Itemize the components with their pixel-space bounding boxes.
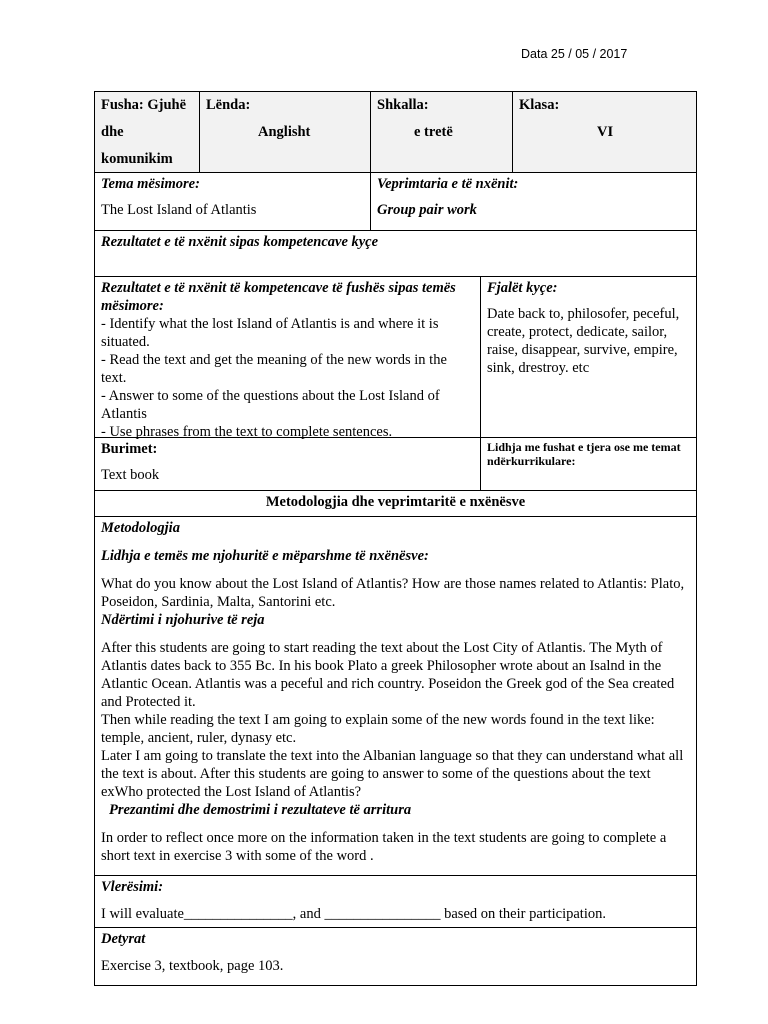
- fjalet-kyce-label: Fjalët kyçe:: [487, 280, 558, 296]
- kompetencat-row: [95, 230, 696, 276]
- rezultatet-item: - Answer to some of the questions about the Lost Island of Atlantis: [101, 388, 440, 422]
- fusha-line2: dhe: [101, 124, 124, 140]
- lenda-cell: [199, 92, 370, 172]
- vleresimi-text: I will evaluate_______________, and ________________ based on their participation.: [101, 906, 606, 922]
- prezantimi-label: Prezantimi dhe demostrimi i rezultateve të arritura: [109, 802, 412, 818]
- burimet-value: Text book: [101, 467, 160, 483]
- tema-cell: [95, 173, 370, 230]
- lidhja-njohurite-text: What do you know about the Lost Island of Atlantis? How are those names related to Atlantis: Plato, Poseidon, Sardinia, Malta, Santorini etc.: [101, 576, 685, 610]
- metodologjia-title-row: [95, 490, 696, 516]
- rezultatet-cell: [95, 277, 480, 440]
- document-date: Data 25 / 05 / 2017: [521, 47, 628, 61]
- rezultatet-item: - Identify what the lost Island of Atlantis is and where it is situated.: [101, 316, 439, 350]
- veprimtaria-value: Group pair work: [377, 202, 477, 218]
- metodologjia-title-cell: [95, 491, 696, 516]
- kompetencat-cell: [95, 231, 696, 276]
- detyrat-row: [95, 927, 696, 985]
- fusha-label: Fusha: Gjuhë: [101, 97, 187, 113]
- burimet-cell: [95, 438, 480, 490]
- fusha-cell: [95, 92, 199, 172]
- lenda-label: Lënda:: [206, 97, 251, 113]
- klasa-cell: [512, 92, 696, 172]
- fjalet-kyce-value: Date back to, philosofer, peceful, create, protect, dedicate, sailor, raise, disappear, survive, empire, sink, drestroy. etc: [487, 306, 680, 376]
- klasa-value: VI: [597, 124, 614, 140]
- rezultatet-row: [95, 276, 696, 440]
- vleresimi-cell: [95, 876, 696, 927]
- detyrat-cell: [95, 928, 696, 985]
- shkalla-value: e tretë: [414, 124, 453, 140]
- klasa-label: Klasa:: [519, 97, 560, 113]
- metodologjia-label: Metodologjia: [101, 520, 180, 536]
- lesson-plan-table: [94, 91, 697, 986]
- lenda-value: Anglisht: [258, 124, 311, 140]
- fusha-line3: komunikim: [101, 151, 173, 167]
- rezultatet-item: - Read the text and get the meaning of the new words in the text.: [101, 352, 447, 386]
- metodologjia-title: Metodologjia dhe veprimtaritë e nxënësve: [265, 494, 526, 510]
- lidhja-njohurite-label: Lidhja e temës me njohuritë e mëparshme të nxënësve:: [101, 548, 429, 564]
- header-row: [95, 92, 696, 172]
- detyrat-label: Detyrat: [101, 931, 146, 947]
- shkalla-label: Shkalla:: [377, 97, 429, 113]
- lidhja-fushat-label: Lidhja me fushat e tjera ose me temat ndërkurrikulare:: [487, 440, 681, 468]
- tema-value: The Lost Island of Atlantis: [101, 202, 257, 218]
- ndertimi-paragraph-3: Later I am going to translate the text into the Albanian language so that they can understand what all the text is about. After this students are going to answer to some of the questions about the text exWho protected the Lost Island of Atlantis?: [101, 748, 684, 800]
- tema-row: [95, 172, 696, 230]
- burimet-row: [95, 437, 696, 490]
- detyrat-text: Exercise 3, textbook, page 103.: [101, 958, 284, 974]
- kompetencat-label: Rezultatet e të nxënit sipas kompetencave kyçe: [101, 234, 379, 250]
- ndertimi-paragraph-2: Then while reading the text I am going to explain some of the new words found in the text like: temple, ancient, ruler, dynasy etc.: [101, 712, 655, 746]
- rezultatet-label: Rezultatet e të nxënit të kompetencave të fushës sipas temës mësimore:: [101, 280, 456, 314]
- metodologjia-row: [95, 516, 696, 875]
- lidhja-fushat-cell: [480, 438, 696, 490]
- ndertimi-paragraph-1: After this students are going to start reading the text about the Lost City of Atlantis. The Myth of Atlantis dates back to 355 Bc. In his book Plato a greek Philosopher wrote about an Isalnd in the Atlantic Ocean. Atlantis was a peceful and rich country. Poseidon the Greek god of the Sea created and Protected it.: [101, 640, 675, 710]
- fjalet-kyce-cell: [480, 277, 696, 437]
- ndertimi-label: Ndërtimi i njohurive të reja: [101, 612, 265, 628]
- tema-label: Tema mësimore:: [101, 176, 200, 192]
- veprimtaria-cell: [370, 173, 696, 230]
- vleresimi-row: [95, 875, 696, 927]
- burimet-label: Burimet:: [101, 441, 158, 457]
- prezantimi-text: In order to reflect once more on the information taken in the text students are going to complete a short text in exercise 3 with some of the word .: [101, 830, 667, 864]
- shkalla-cell: [370, 92, 512, 172]
- veprimtaria-label: Veprimtaria e të nxënit:: [377, 176, 519, 192]
- rezultatet-item: - Use phrases from the text to complete sentences.: [101, 424, 393, 440]
- vleresimi-label: Vlerësimi:: [101, 879, 164, 895]
- metodologjia-cell: [95, 517, 696, 875]
